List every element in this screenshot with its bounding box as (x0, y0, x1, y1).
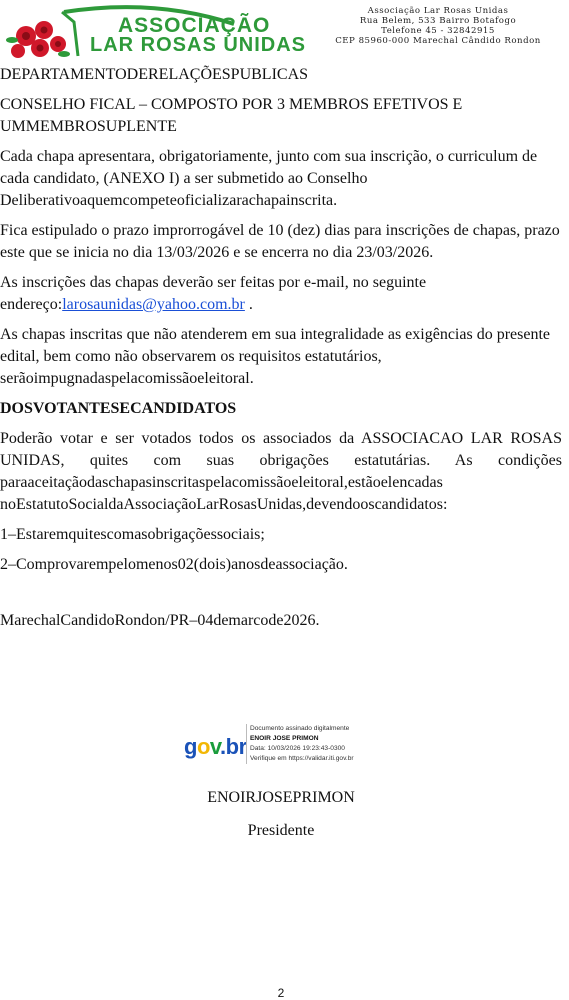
signature-details (246, 724, 390, 764)
signature-date: Data: 10/03/2026 19:23:43-0300 (250, 745, 345, 752)
logo-wordmark-line2: LAR ROSAS UNIDAS (90, 34, 307, 56)
list-item-1: 1–Estaremquitescomasobrigaçõessociais; (0, 526, 265, 543)
department-heading: DEPARTAMENTODERELAÇÕESPUBLICAS (0, 66, 309, 83)
section-heading: DOSVOTANTESECANDIDATOS (0, 400, 237, 417)
place-date: MarechalCandidoRondon/PR–04demarcode2026. (0, 612, 320, 629)
document-body (0, 64, 562, 640)
digital-signature-stamp (184, 722, 384, 770)
conselho-heading: CONSELHO FICAL – COMPOSTO POR 3 MEMBROS EFETIVOS E UMMEMBROSUPLENTE (0, 96, 463, 135)
paragraph-email (0, 272, 562, 316)
page-number: 2 (277, 986, 285, 1000)
contact-org: Associação Lar Rosas Unidas (367, 6, 509, 16)
contact-block (313, 6, 563, 46)
paragraph-votantes: Poderão votar e ser votados todos os associados da ASSOCIACAO LAR ROSAS UNIDAS, quites com suas obrigações estatutárias. As condições paraaceitaçãodaschapasinscritaspelacomissãoeleitoral,estãoelencadas noEstatutoSocialdaAssociaçãoLarRosasUnidas,devendooscandidatos: (0, 430, 562, 513)
contact-phone: Telefone 45 - 32842915 (381, 26, 495, 36)
signature-doc-line: Documento assinado digitalmente (250, 725, 350, 732)
email-intro: As inscrições das chapas deverão ser feitas por e-mail, no seguinte endereço: (0, 274, 427, 313)
contact-cep: CEP 85960-000 Marechal Cândido Rondon (335, 36, 541, 46)
list-item-2: 2–Comprovarempelomenos02(dois)anosdeassociação. (0, 556, 348, 573)
paragraph-impugnacao: As chapas inscritas que não atenderem em sua integralidade as exigências do presente edital, bem como não observarem os requisitos estatutários, serãoimpugnadaspelacomissãoeleitoral. (0, 326, 551, 387)
signer-role: Presidente (247, 822, 315, 839)
contact-address: Rua Belem, 533 Bairro Botafogo (359, 16, 517, 26)
letterhead (0, 0, 569, 62)
govbr-logo: gov.br (184, 734, 247, 759)
email-trailer: . (244, 296, 253, 313)
signer-name: ENOIRJOSEPRIMON (207, 789, 355, 806)
logo-wordmark-line1: ASSOCIAÇÃO (118, 14, 271, 37)
signature-signer: ENOIR JOSE PRIMON (250, 735, 319, 742)
paragraph-chapa: Cada chapa apresentara, obrigatoriamente, junto com sua inscrição, o curriculum de cada candidato, (ANEXO I) a ser submetido ao Conselho Deliberativoaquemcompeteoficializarachapainscrita. (0, 148, 538, 209)
paragraph-prazo: Fica estipulado o prazo improrrogável de 10 (dez) dias para inscrições de chapas, prazo este que se inicia no dia 13/03/2026 e se encerra no dia 23/03/2026. (0, 222, 560, 261)
signature-verify: Verifique em https://validar.iti.gov.br (250, 755, 354, 762)
email-link[interactable]: larosaunidas@yahoo.com.br (62, 296, 245, 313)
